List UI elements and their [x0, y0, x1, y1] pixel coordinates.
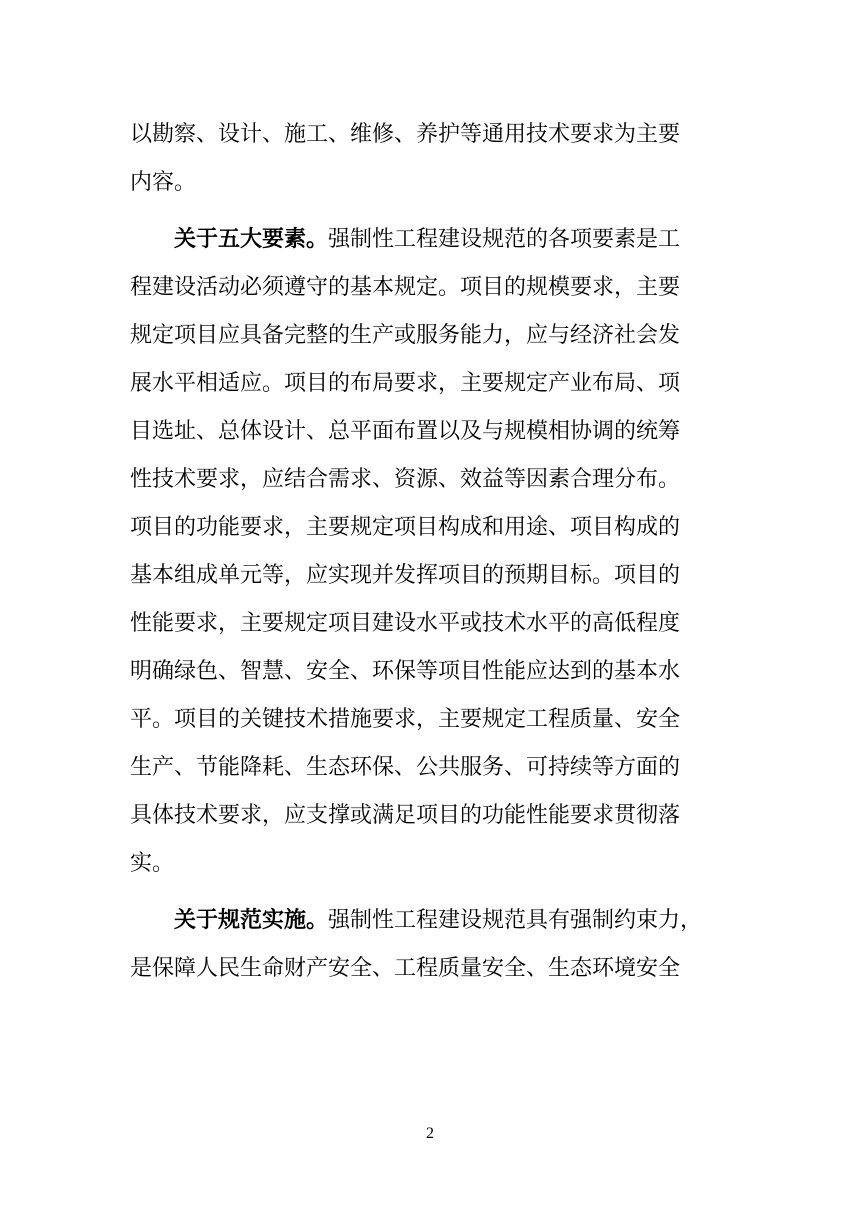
- text-line: 实。: [130, 851, 175, 876]
- text-line: 是保障人民生命财产安全、工程质量安全、生态环境安全: [130, 956, 681, 981]
- text-line: 程建设活动必须遵守的基本规定。项目的规模要求，主要: [130, 275, 681, 300]
- text-fragment: 强制性工程建设规范具有强制约束力，: [328, 908, 703, 933]
- paragraph-3: [130, 897, 730, 993]
- text-line: 性技术要求，应结合需求、资源、效益等因素合理分布。: [130, 467, 681, 492]
- text-line: [130, 897, 730, 945]
- document-body: [130, 111, 730, 993]
- text-line: [130, 216, 730, 264]
- text-line: 基本组成单元等，应实现并发挥项目的预期目标。项目的: [130, 563, 681, 588]
- text-line: 以勘察、设计、施工、维修、养护等通用技术要求为主要: [130, 122, 681, 147]
- paragraph-heading: 关于五大要素。: [174, 227, 329, 252]
- paragraph-heading: 关于规范实施。: [174, 908, 329, 933]
- text-line: 目选址、总体设计、总平面布置以及与规模相协调的统筹: [130, 419, 681, 444]
- text-fragment: 强制性工程建设规范的各项要素是工: [328, 227, 681, 252]
- text-line: 展水平相适应。项目的布局要求，主要规定产业布局、项: [130, 371, 681, 396]
- text-line: 内容。: [130, 170, 197, 195]
- text-line: 平。项目的关键技术措施要求，主要规定工程质量、安全: [130, 707, 681, 732]
- paragraph-2: [130, 216, 730, 888]
- text-line: 规定项目应具备完整的生产或服务能力，应与经济社会发: [130, 323, 681, 348]
- page-number: 2: [426, 1125, 434, 1142]
- paragraph-1: [130, 111, 730, 207]
- text-line: 明确绿色、智慧、安全、环保等项目性能应达到的基本水: [130, 659, 681, 684]
- text-line: 项目的功能要求，主要规定项目构成和用途、项目构成的: [130, 515, 681, 540]
- text-line: 性能要求，主要规定项目建设水平或技术水平的高低程度: [130, 611, 681, 636]
- text-line: 生产、节能降耗、生态环保、公共服务、可持续等方面的: [130, 755, 681, 780]
- text-line: 具体技术要求，应支撑或满足项目的功能性能要求贯彻落: [130, 803, 681, 828]
